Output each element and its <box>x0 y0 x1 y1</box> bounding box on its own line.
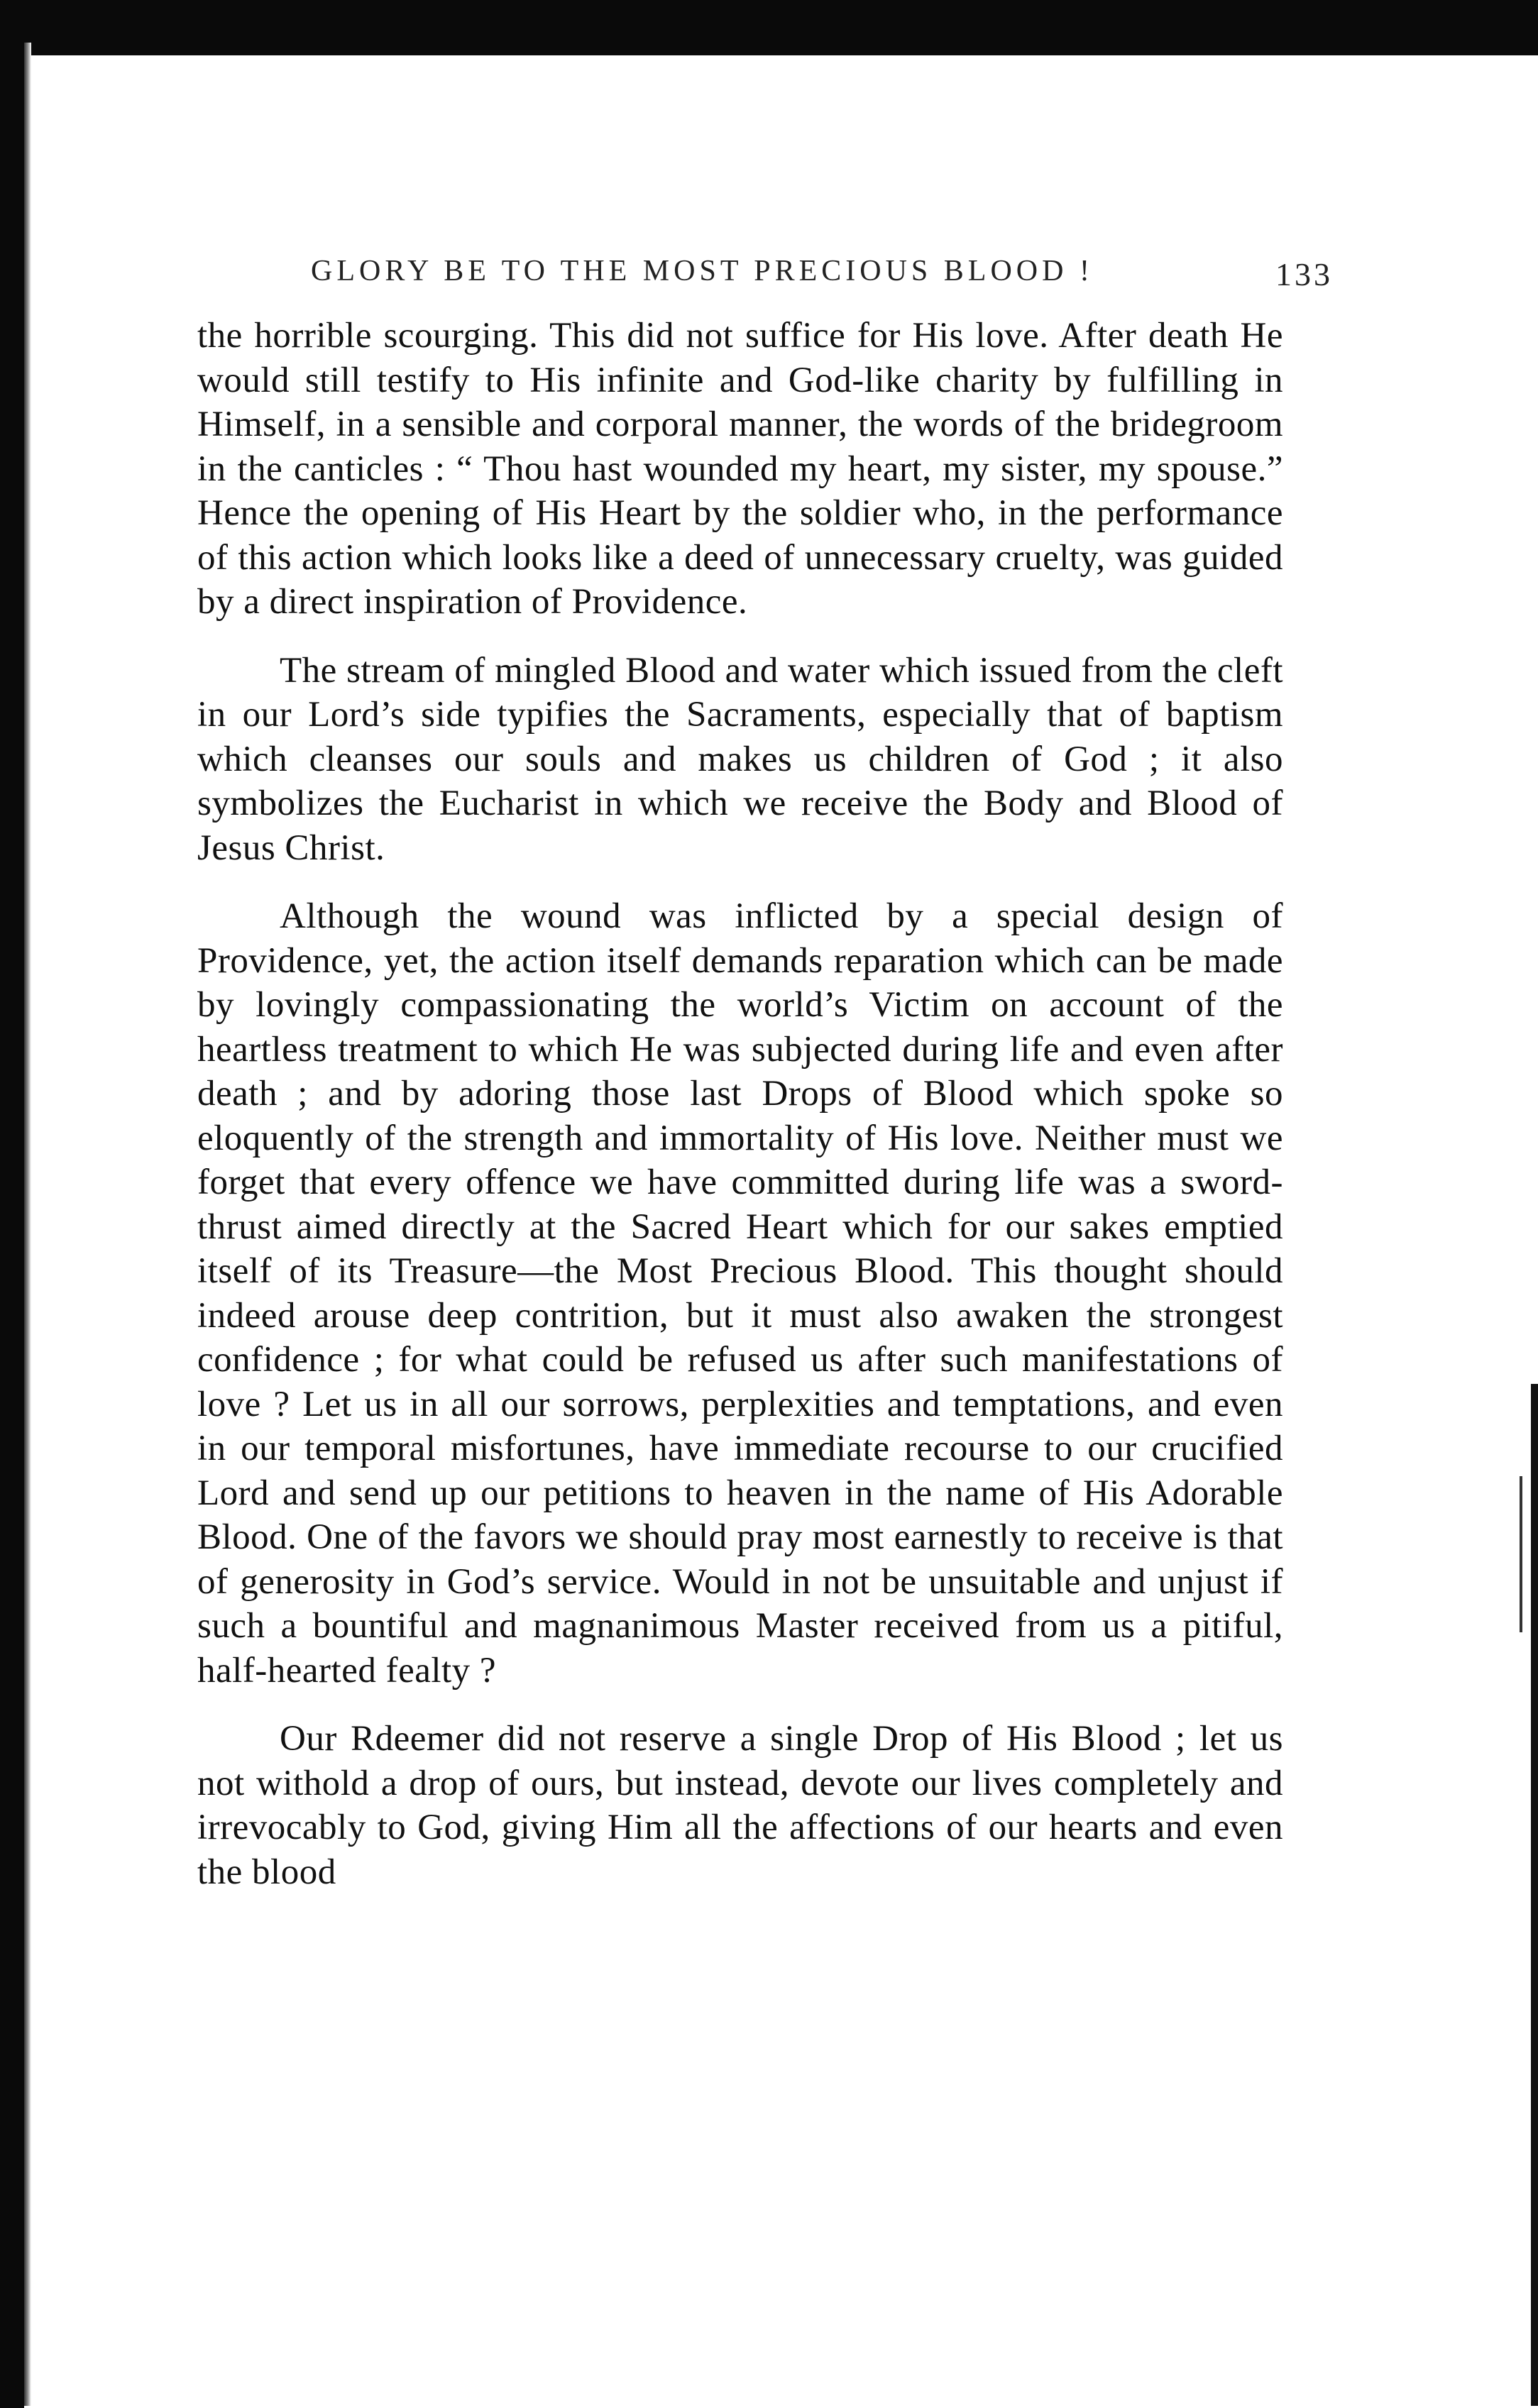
paragraph-4: Our Rdeemer did not reserve a single Drop of His Blood ; let us not withold a drop of ours, but instead, devote our lives completely and irrevocably to God, giving Him all the affections of our hearts and even the blood <box>197 1719 1283 1892</box>
scan-right-mark <box>1520 1476 1522 1632</box>
paragraph-1: the horrible scourging. This did not suffice for His love. After death He would still testify to His infinite and God-like charity by fulfilling in Himself, in a sensible and corporal manner, the words of the bridegroom in the canticles : “ Thou hast wounded my heart, my sister, my spouse.” Hence the opening of His Heart by the soldier who, in the performance of this action which looks like a deed of unnecessary cruelty, was guided by a direct inspiration of Providence. <box>197 316 1283 622</box>
page-number: 133 <box>1275 256 1333 292</box>
scan-left-border <box>0 0 24 2408</box>
scan-left-shadow <box>24 43 31 2406</box>
running-title: GLORY BE TO THE MOST PRECIOUS BLOOD ! <box>311 255 1094 287</box>
scan-right-border <box>1531 1384 1538 2406</box>
paragraph-3: Although the wound was inflicted by a special design of Providence, yet, the action itself demands reparation which can be made by lovingly compassionating the world’s Victim on account of the heartless treatment to which He was subjected during life and even after death ; and by adoring those last Drops of Blood which spoke so eloquently of the strength and immortality of His love. Neither must we forget that every offence we have committed during life was a sword-thrust aimed directly at the Sacred Heart which for our sakes emptied itself of its Treasure—the Most Precious Blood. This thought should indeed arouse deep contrition, but it must also awaken the strongest confidence ; for what could be refused us after such manifestations of love ? Let us in all our sorrows, perplexities and temptations, and even in our temporal misfortunes, have immediate recourse to our crucified Lord and send up our petitions to heaven in the name of His Adorable Blood. One of the favors we should pray most earnestly to receive is that of generosity in God’s service. Would in not be unsuitable and unjust if such a bountiful and magnanimous Master received from us a pitiful, half-hearted fealty ? <box>197 896 1283 1690</box>
running-head <box>311 254 1333 294</box>
body-text <box>197 314 1283 1918</box>
paragraph-2: The stream of mingled Blood and water which issued from the cleft in our Lord’s side typifies the Sacraments, especially that of baptism which cleanses our souls and makes us children of God ; it also symbolizes the Eucharist in which we receive the Body and Blood of Jesus Christ. <box>197 650 1283 868</box>
scan-top-border <box>0 0 1538 55</box>
